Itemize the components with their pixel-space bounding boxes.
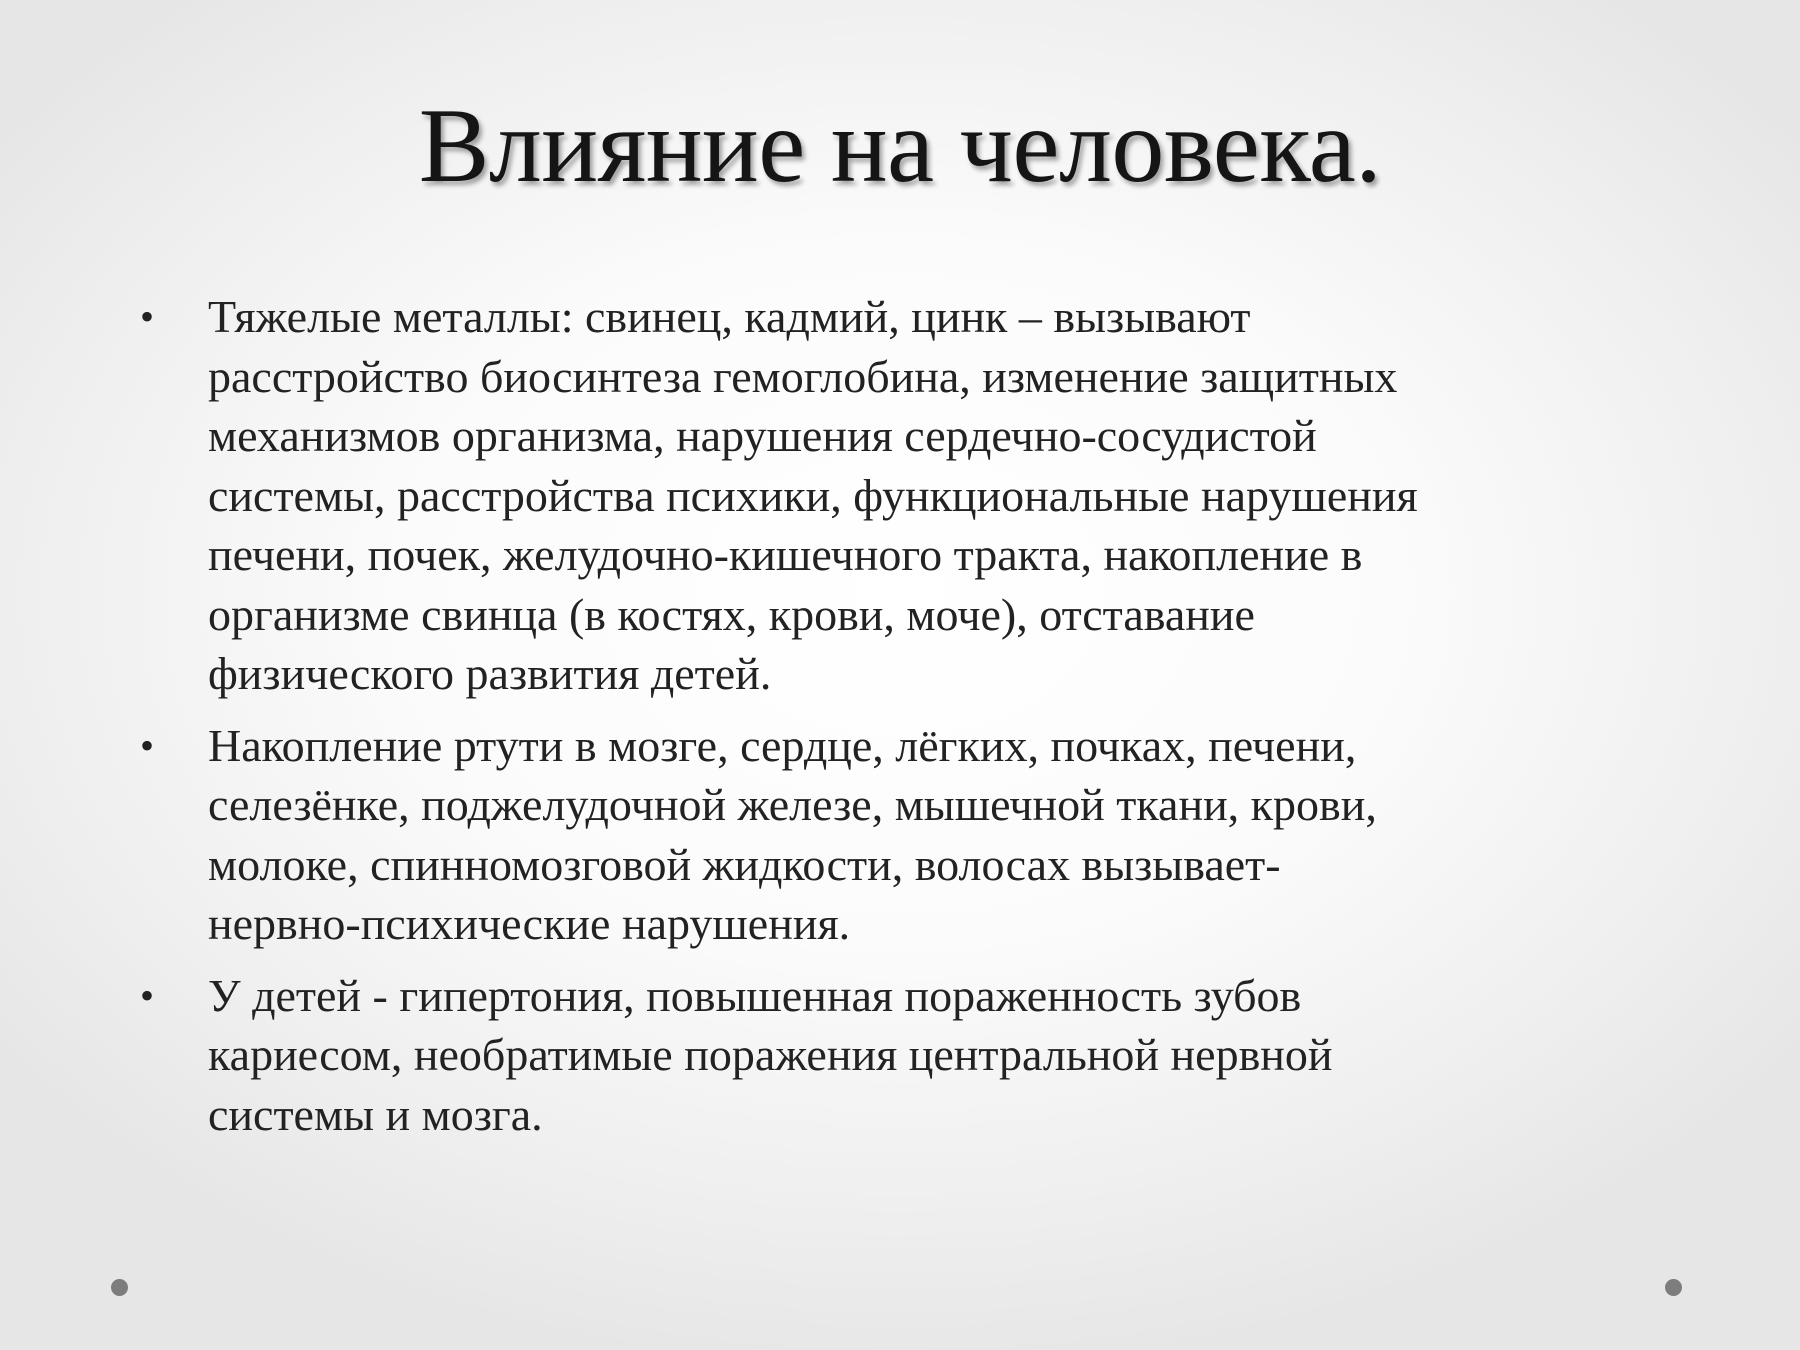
corner-dot-right-icon — [1665, 1279, 1682, 1296]
slide-title: Влияние на человека. — [418, 87, 1382, 204]
bullet-item-children — [136, 966, 1696, 1145]
bullet-list — [136, 287, 1696, 1156]
bullet-icon: • — [140, 294, 155, 339]
bullet-item-mercury — [136, 716, 1696, 954]
bullet-text: Накопление ртути в мозге, сердце, лёгких, почках, печени, селезёнке, поджелудочной железе, мышечной ткани, крови, молоке, спинномозговой жидкости, волосах вызывает- нервно-психические нарушения. — [208, 719, 1377, 949]
bullet-text: У детей - гипертония, повышенная пораженность зубов кариесом, необратимые поражения центральной нервной системы и мозга. — [208, 969, 1333, 1140]
bullet-icon: • — [140, 722, 155, 768]
corner-dot-left-icon — [111, 1279, 128, 1296]
bullet-text: Тяжелые металлы: свинец, кадмий, цинк – вызывают расстройство биосинтеза гемоглобина, изменение защитных механизмов организма, нарушения сердечно-сосудистой системы, расстройства психики, функциональные нарушения печени, почек, желудочно-кишечного тракта, накопление в организме свинца (в костях, крови, моче), отставание физического развития детей. — [208, 291, 1418, 699]
bullet-item-heavy-metals — [136, 287, 1696, 704]
bullet-icon: • — [140, 972, 155, 1018]
